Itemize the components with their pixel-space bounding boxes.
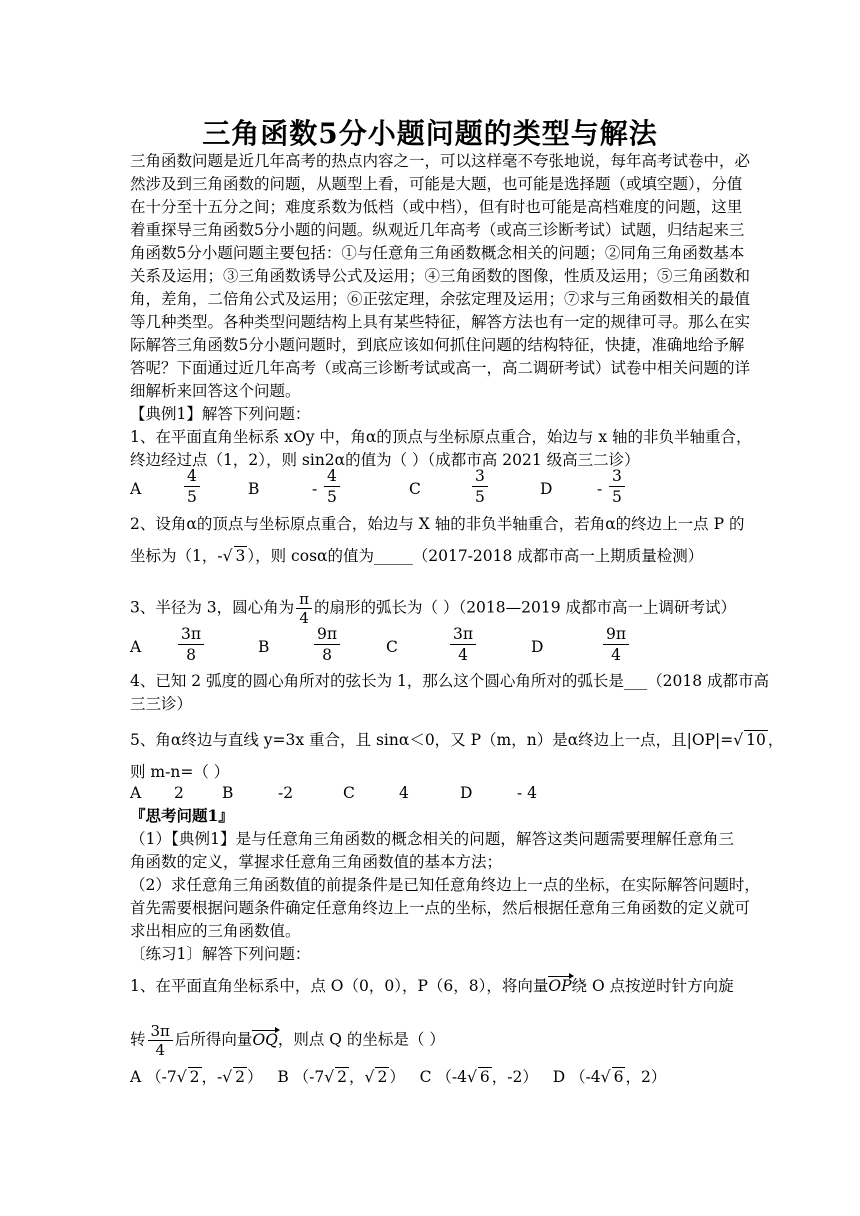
option-sign: - [597, 480, 603, 498]
sqrt-symbol: √ [222, 1068, 233, 1086]
sqrt-symbol: √ [364, 1068, 375, 1086]
example1-q2-text: 坐标为（1，-√ 3 ），则 cosα的值为_____（2017-2018 成都市高一上期质量检测） [130, 547, 704, 565]
example1-q4-text: 三三诊） [130, 695, 193, 713]
practice1-q1-text: 转 $\frac{3\pi}{4}$ 后所得向量OQ，则点 Q 的坐标是（ ） [130, 1022, 445, 1059]
option-fraction: $\frac{3}{5}$ [472, 466, 488, 507]
option-value: -2 [278, 784, 294, 802]
sqrt-radicand: 10 [746, 731, 766, 749]
intro-line: 细解析来回答这个问题。 [130, 382, 301, 400]
intro-line: 着重探导三角函数5分小题的问题。纵观近几年高考（或高三诊断考试）试题，归结起来三 [130, 221, 745, 239]
option-label: B [248, 480, 260, 498]
option-label: A [130, 480, 142, 498]
option-label: A [130, 1068, 142, 1086]
intro-line: 答呢？下面通过近几年高考（或高三诊断考试或高一，高二调研考试）试卷中相关问题的详 [130, 359, 751, 377]
sqrt-symbol: √ [467, 1068, 477, 1086]
sqrt-symbol: √ [176, 1068, 187, 1086]
intro-line: 际解答三角函数5分小题问题时，到底应该如何抓住问题的结构特征，快捷，准确地给予解 [130, 336, 745, 354]
option-sign: - [312, 480, 318, 498]
intro-line: 三角函数问题是近几年高考的热点内容之一，可以这样毫不夸张地说，每年高考试卷中，必 [130, 152, 751, 170]
think1-line: 角函数的定义，掌握求任意角三角函数值的基本方法； [130, 853, 503, 871]
sqrt-symbol: √ [222, 547, 233, 565]
sqrt-symbol: √ [600, 1068, 611, 1086]
example1-q1-text: 终边经过点（1，2），则 sin2α的值为（ ）（成都市高 2021 级高三二诊） [130, 451, 640, 469]
option-label: B [258, 638, 270, 656]
vector-op: OP [548, 977, 572, 995]
intro-line: 角函数5分小题问题主要包括：①与任意角三角函数概念相关的问题；②同角三角函数基本 [130, 244, 745, 262]
option-fraction: $\frac{4}{5}$ [324, 466, 340, 507]
option-value: 2 [174, 784, 184, 802]
option-value: - 4 [517, 784, 538, 802]
example1-q4-text: 4、已知 2 弧度的圆心角所对的弦长为 1，那么这个圆心角所对的弧长是___（2018 成都市高 [130, 672, 769, 690]
think1-line: 首先需要根据问题条件确定任意角终边上一点的坐标，然后根据任意角三角函数的定义就可 [130, 899, 751, 917]
sqrt-symbol: √ [324, 1068, 335, 1086]
example1-q5-text: 则 m-n=（ ） [130, 763, 230, 781]
option-label: D [552, 1068, 566, 1086]
sqrt-symbol: √ [733, 731, 744, 749]
intro-line: 关系及运用；③三角函数诱导公式及运用；④三角函数的图像，性质及运用；⑤三角函数和 [130, 267, 751, 285]
option-label: D [540, 480, 553, 498]
intro-line: 等几种类型。各种类型问题结构上具有某些特征，解答方法也有一定的规律可寻。那么在实 [130, 313, 751, 331]
option-label: D [531, 638, 544, 656]
option-label: B [222, 784, 234, 802]
option-label: A [130, 638, 142, 656]
option-fraction: $\frac{9\pi}{4}$ [603, 624, 629, 665]
option-label: D [460, 784, 473, 802]
practice1-q1-text: 1、在平面直角坐标系中，点 O（0，0），P（6，8），将向量OP绕 O 点按逆时针方向旋 [130, 977, 734, 995]
intro-line: 然涉及到三角函数的问题，从题型上看，可能是大题，也可能是选择题（或填空题），分值 [130, 175, 743, 193]
option-fraction: $\frac{9\pi}{8}$ [314, 624, 340, 665]
page-title: 三角函数5分小题问题的类型与解法 [202, 117, 658, 150]
option-label: C [386, 638, 398, 656]
example1-q5-text: 5、角α终边与直线 y=3x 重合，且 sinα＜0，又 P（m，n）是α终边上一点，且|OP|=√ 10 ， [130, 731, 784, 749]
option-label: C [419, 1068, 432, 1086]
option-value: 4 [399, 784, 409, 802]
option-fraction: $\frac{3\pi}{8}$ [178, 624, 204, 665]
example1-q1-text: 1、在平面直角坐标系 xOy 中，角α的顶点与坐标原点重合，始边与 x 轴的非负半轴重合， [130, 428, 752, 446]
think1-line: （1）【典例1】是与任意角三角函数的概念相关的问题，解答这类问题需要理解任意角三 [130, 830, 734, 848]
example1-heading: 【典例1】解答下列问题： [130, 405, 311, 423]
vector-oq: OQ [252, 1030, 278, 1049]
think1-line: 求出相应的三角函数值。 [130, 922, 301, 940]
option-fraction: $\frac{3\pi}{4}$ [450, 624, 476, 665]
option-label: B [277, 1068, 289, 1086]
intro-line: 角，差角，二倍角公式及运用；⑥正弦定理，余弦定理及运用；⑦求与三角函数相关的最值 [130, 290, 751, 308]
option-fraction: $\frac{3}{5}$ [609, 466, 625, 507]
intro-line: 在十分至十五分之间；难度系数为低档（或中档），但有时也可能是高档难度的问题，这里 [130, 198, 743, 216]
option-label: C [343, 784, 355, 802]
example1-q3-text: 3、半径为 3，圆心角为 $\frac{\pi}{4}$ 的扇形的弧长为（ ）（2018—2019 成都市高一上调研考试） [130, 590, 737, 627]
practice1-heading: 〔练习1〕解答下列问题： [130, 945, 311, 963]
think1-line: （2）求任意角三角函数值的前提条件是已知任意角终边上一点的坐标，在实际解答问题时， [130, 876, 760, 894]
sqrt-radicand: 3 [235, 547, 246, 565]
option-label: A [130, 784, 142, 802]
practice1-q1-options: A （-7√ 2 ，-√ 2 ） B （-7√ 2 ，√ 2 ） C （-4√ 6 ，-2） D （-4√ 6 ，2） [130, 1068, 667, 1086]
fraction: $\frac{3\pi}{4}$ [148, 1022, 173, 1059]
example1-q2-text: 2、设角α的顶点与坐标原点重合，始边与 X 轴的非负半轴重合，若角α的终边上一点 P 的 [130, 515, 745, 533]
option-label: C [409, 480, 421, 498]
think1-heading: 『思考问题1』 [130, 806, 234, 825]
option-fraction: $\frac{4}{5}$ [184, 466, 200, 507]
fraction: $\frac{\pi}{4}$ [296, 590, 312, 627]
